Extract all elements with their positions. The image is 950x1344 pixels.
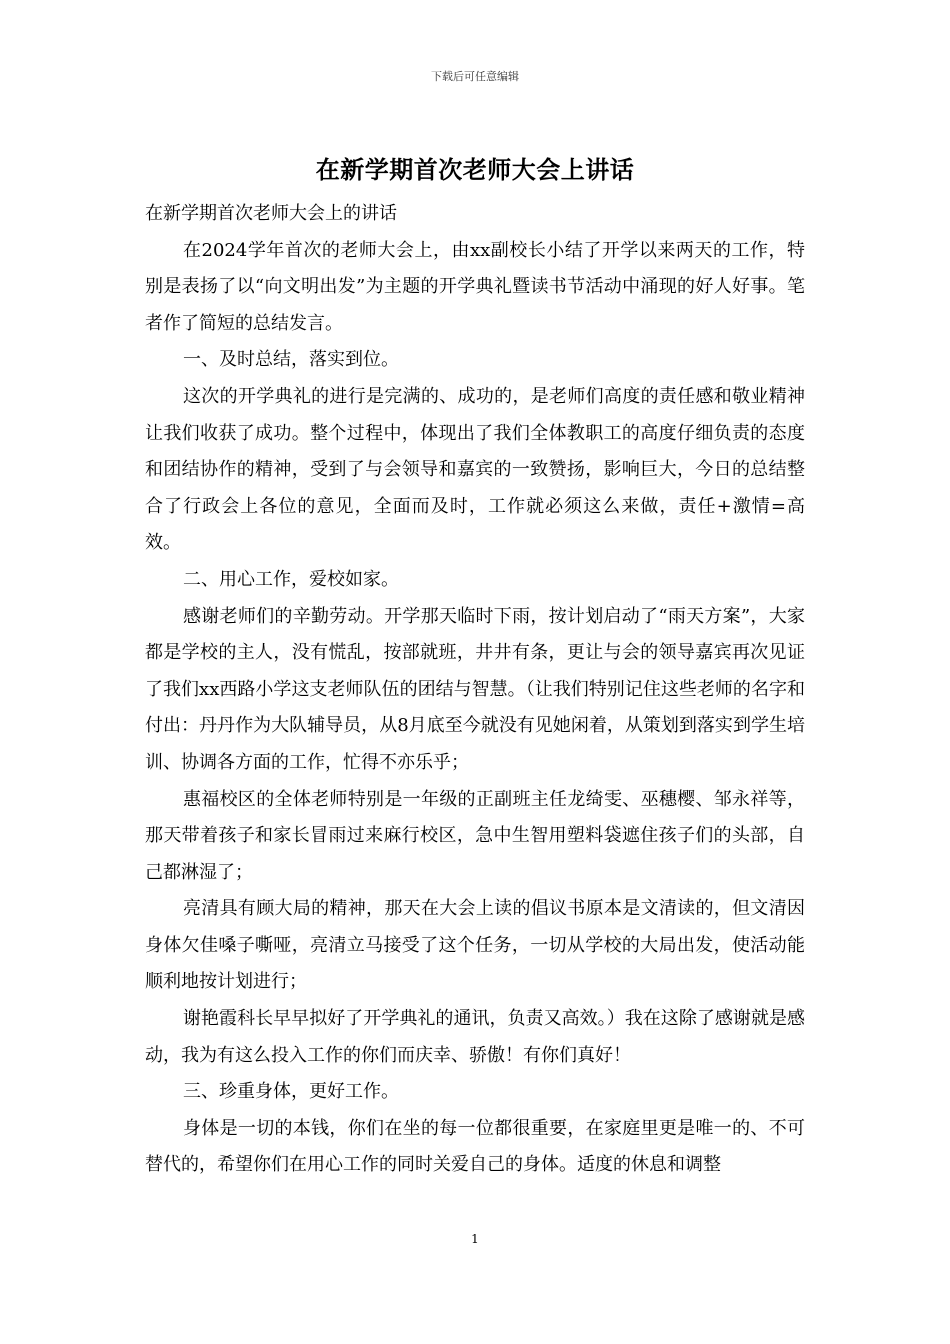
paragraph-section-2-b: 惠福校区的全体老师特别是一年级的正副班主任龙绮雯、巫穗樱、邹永祥等，那天带着孩子和家长冒雨过来麻行校区，急中生智用塑料袋遮住孩子们的头部，自己都淋湿了；: [145, 788, 805, 883]
header-note: 下载后可任意编辑: [431, 70, 519, 83]
document-body: [145, 196, 805, 1184]
document-subtitle: 在新学期首次老师大会上的讲话: [145, 203, 397, 224]
paragraph-section-1: 这次的开学典礼的进行是完满的、成功的，是老师们高度的责任感和敬业精神让我们收获了成功。整个过程中，体现出了我们全体教职工的高度仔细负责的态度和团结协作的精神，受到了与会领导和嘉宾的一致赞扬，影响巨大，今日的总结整合了行政会上各位的意见，全面而及时，工作就必须这么来做，责任+激情=高效。: [145, 385, 805, 554]
paragraph-section-2-c: 亮清具有顾大局的精神，那天在大会上读的倡议书原本是文清读的，但文清因身体欠佳嗓子嘶哑，亮清立马接受了这个任务，一切从学校的大局出发，使活动能顺利地按计划进行；: [145, 898, 805, 993]
page-number: 1: [471, 1232, 479, 1246]
document-title: 在新学期首次老师大会上讲话: [315, 156, 635, 184]
paragraph-intro: 在2024学年首次的老师大会上，由xx副校长小结了开学以来两天的工作，特别是表扬了以“向文明出发”为主题的开学典礼暨读书节活动中涌现的好人好事。笔者作了简短的总结发言。: [145, 239, 805, 334]
paragraph-section-2-a: 感谢老师们的辛勤劳动。开学那天临时下雨，按计划启动了“雨天方案”，大家都是学校的主人，没有慌乱，按部就班，井井有条，更让与会的领导嘉宾再次见证了我们xx西路小学这支老师队伍的团结与智慧。（让我们特别记住这些老师的名字和付出：丹丹作为大队辅导员，从8月底至今就没有见她闲着，从策划到落实到学生培训、协调各方面的工作，忙得不亦乐乎；: [145, 605, 805, 773]
paragraph-section-2-d: 谢艳霞科长早早拟好了开学典礼的通讯，负责又高效。）我在这除了感谢就是感动，我为有这么投入工作的你们而庆幸、骄傲！有你们真好！: [145, 1008, 805, 1066]
section-heading-1: 一、及时总结，落实到位。: [183, 349, 399, 371]
section-heading-3: 三、珍重身体，更好工作。: [183, 1081, 399, 1103]
section-heading-2: 二、用心工作，爱校如家。: [183, 568, 399, 590]
paragraph-section-3: 身体是一切的本钱，你们在坐的每一位都很重要，在家庭里更是唯一的、不可替代的，希望你们在用心工作的同时关爱自己的身体。适度的休息和调整: [145, 1117, 805, 1176]
